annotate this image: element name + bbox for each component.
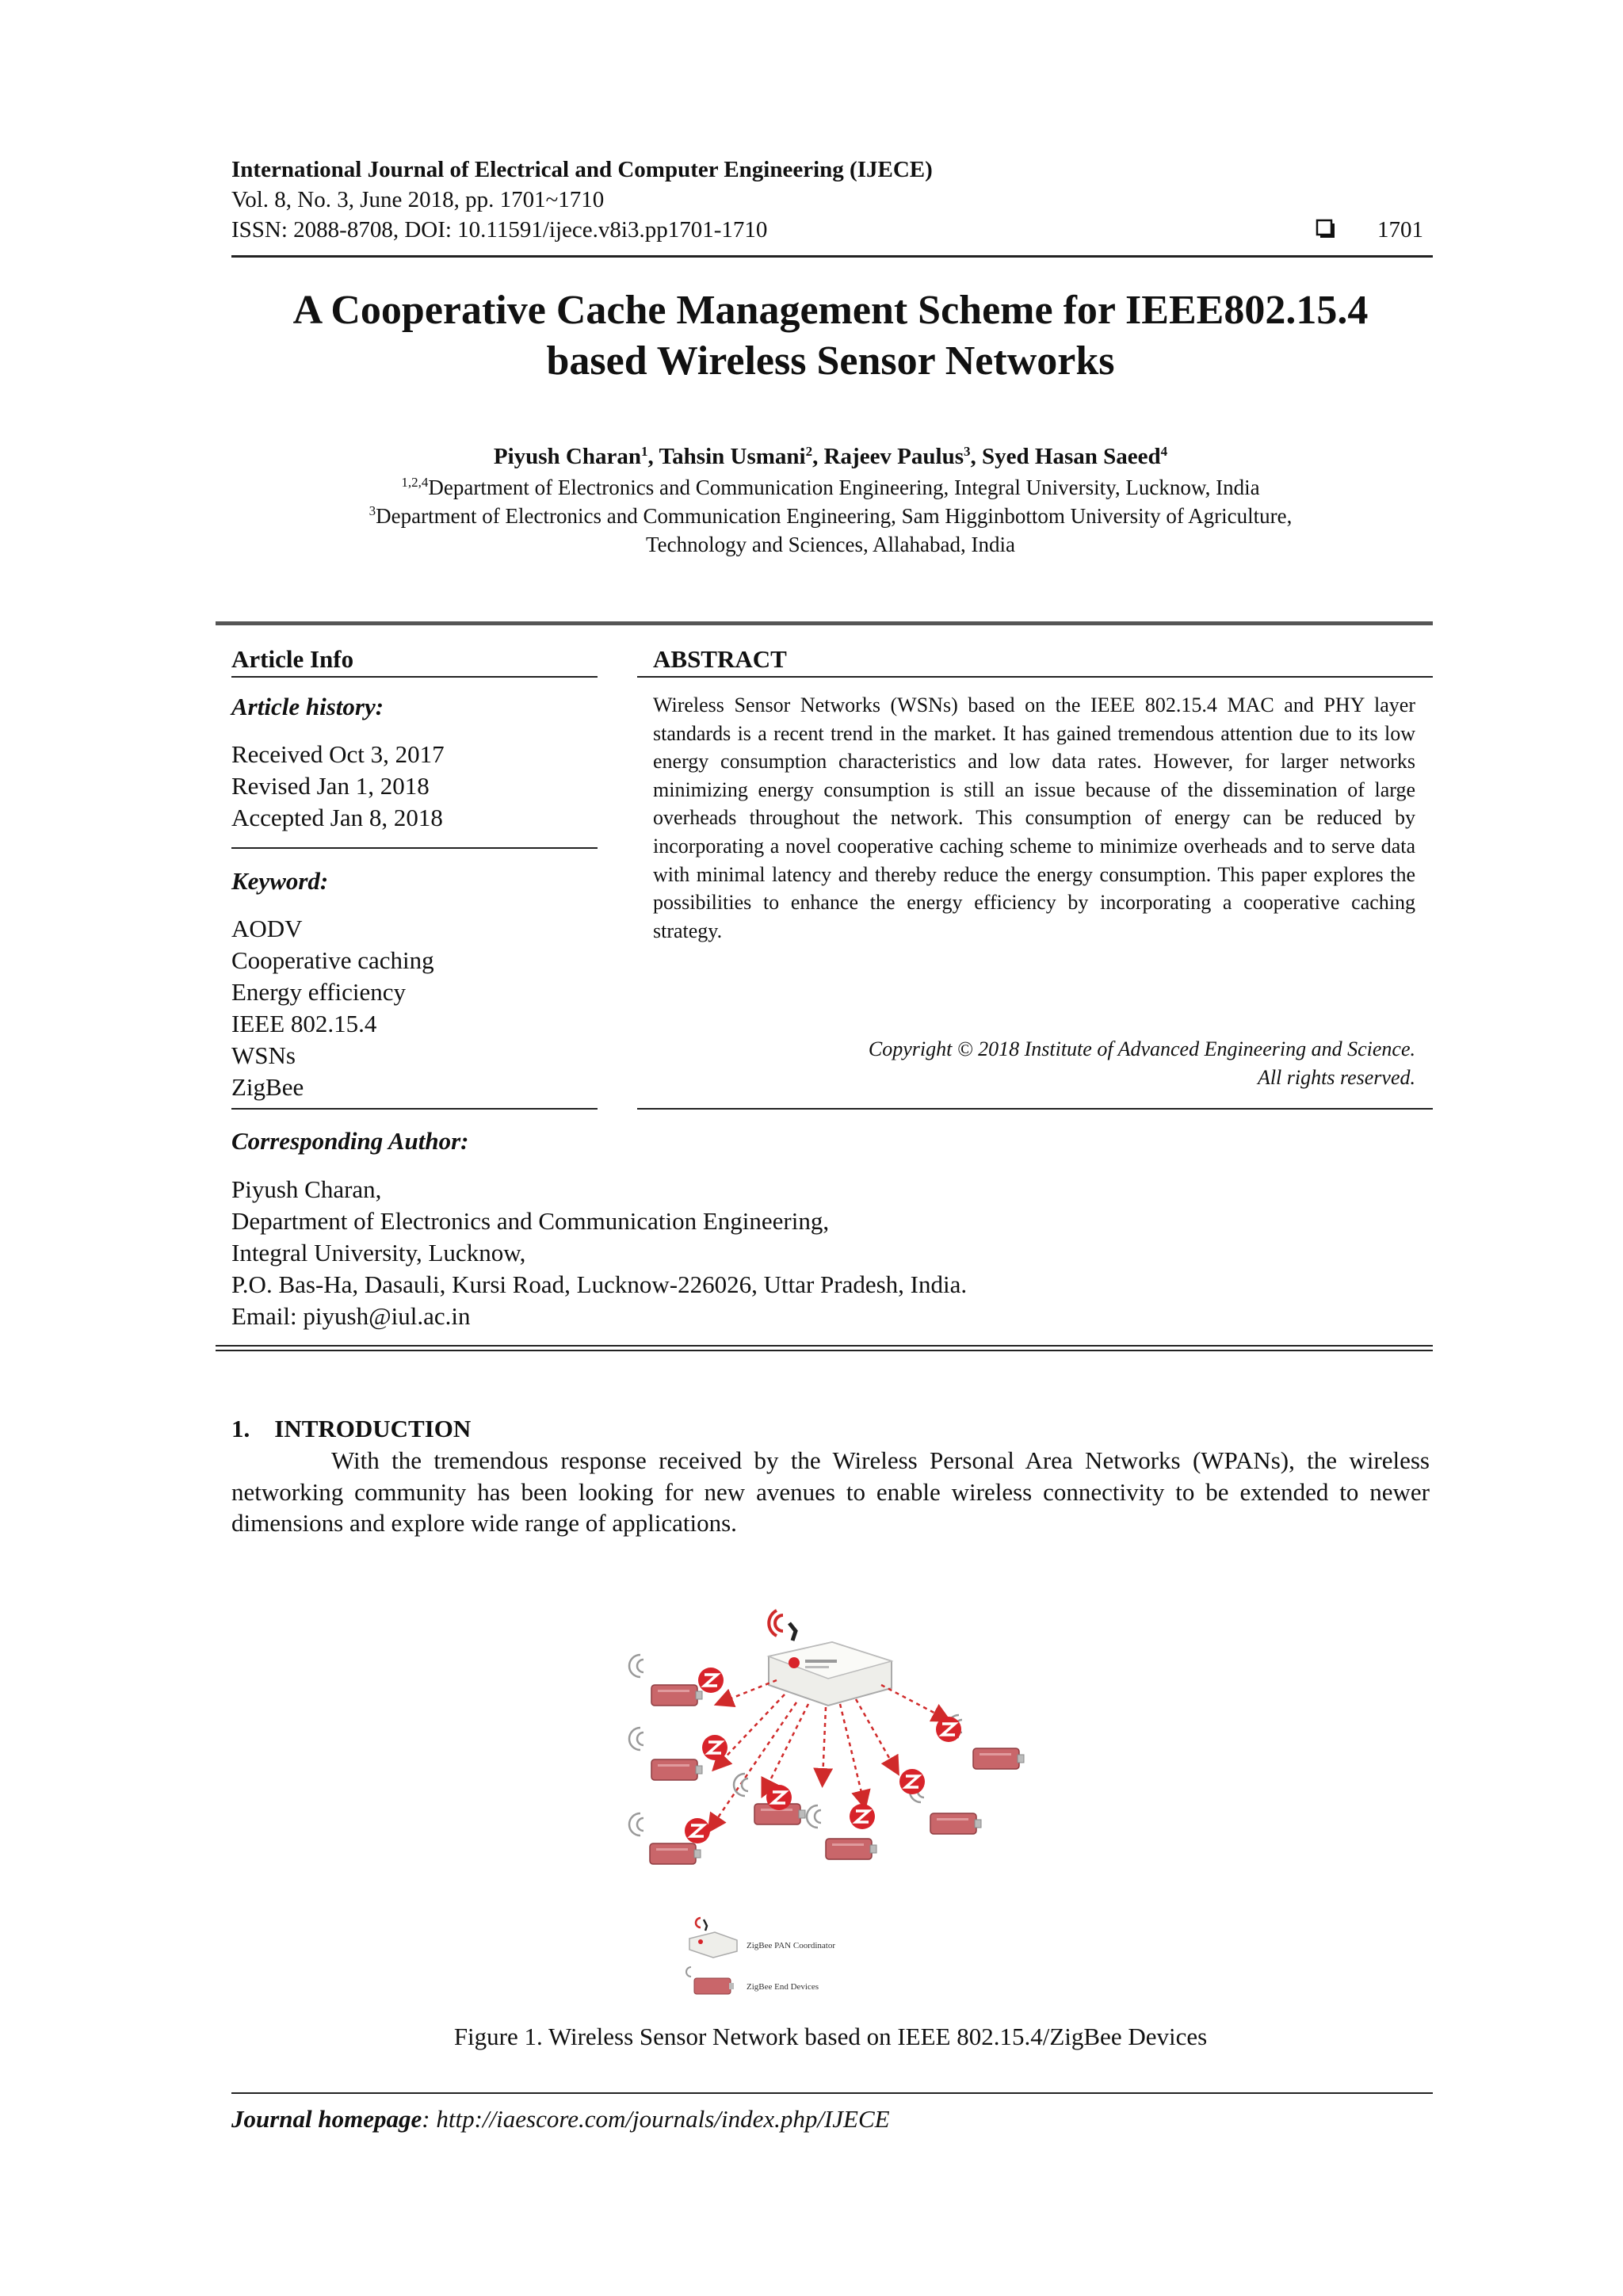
keyword-item: Energy efficiency: [231, 978, 407, 1006]
received-date: Received Oct 3, 2017: [231, 740, 445, 768]
copyright-line: Copyright © 2018 Institute of Advanced Engineering and Science.: [868, 1037, 1415, 1060]
volume-info: Vol. 8, No. 3, June 2018, pp. 1701~1710: [231, 187, 605, 212]
keyword-rule: [231, 1108, 598, 1110]
homepage-label: Journal homepage: [231, 2105, 422, 2133]
author: Rajeev Paulus$^3$,: [823, 444, 983, 469]
title-line-2: based Wireless Sensor Networks: [546, 338, 1115, 384]
corresponding-heading: Corresponding Author:: [231, 1127, 469, 1155]
double-rule-top: [216, 1345, 1433, 1347]
legend-end-devices: [686, 1967, 819, 1994]
accepted-date: Accepted Jan 8, 2018: [231, 804, 443, 831]
network-diagram: [626, 1593, 1038, 1997]
history-rule: [231, 847, 598, 849]
issn-doi: ISSN: 2088-8708, DOI: 10.11591/ijece.v8i3.pp1701-1710: [231, 217, 768, 243]
author-list: [231, 444, 1430, 470]
end-device: [629, 1728, 727, 1780]
abstract-bottom-rule: [637, 1108, 1433, 1110]
end-device: [629, 1655, 724, 1706]
end-device: [629, 1813, 710, 1864]
double-rule-bottom: [216, 1350, 1433, 1351]
keyword-item: ZigBee: [231, 1073, 304, 1101]
introduction-heading: 1. INTRODUCTION: [231, 1415, 472, 1442]
affiliation: $^{1,2,4}$Department of Electronics and Communication Engineering, Integral University, Lucknow, India: [401, 475, 1260, 499]
keyword-item: IEEE 802.15.4: [231, 1010, 377, 1037]
corresponding-line: Department of Electronics and Communication Engineering,: [231, 1207, 830, 1235]
corresponding-line: Integral University, Lucknow,: [231, 1239, 526, 1266]
author: Syed Hasan Saeed$^4$: [982, 444, 1168, 469]
journal-homepage: [231, 2105, 890, 2134]
end-device: [899, 1769, 981, 1834]
figure-caption: Figure 1. Wireless Sensor Network based on IEEE 802.15.4/ZigBee Devices: [453, 2023, 1208, 2050]
end-device: [807, 1804, 876, 1859]
footer-rule: [231, 2092, 1433, 2094]
corresponding-email: Email: piyush@iul.ac.in: [231, 1302, 471, 1330]
header-rule: [231, 255, 1433, 258]
legend-coordinator-label: ZigBee PAN Coordinator: [747, 1941, 836, 1950]
keyword-item: WSNs: [231, 1041, 296, 1069]
end-device: [936, 1715, 1024, 1769]
page-number: 1701: [1377, 217, 1423, 243]
author: Piyush Charan$^1$,: [493, 444, 659, 469]
affiliation: Technology and Sciences, Allahabad, India: [646, 533, 1015, 556]
article-info-rule: [231, 676, 598, 678]
homepage-url[interactable]: : http://iaescore.com/journals/index.php/IJECE: [422, 2105, 890, 2133]
introduction-paragraph: With the tremendous response received by the Wireless Personal Area Networks (WPANs), the wireless networking community has been looking for new avenues to enable wireless connectivity to be extended to newer dimensions and explore wide range of applications.: [231, 1446, 1430, 1537]
keyword-item: AODV: [231, 915, 303, 942]
affiliation: $^3$Department of Electronics and Communication Engineering, Sam Higginbottom University of Agriculture,: [369, 503, 1293, 528]
end-device: [734, 1774, 805, 1824]
title-line-1: A Cooperative Cache Management Scheme for IEEE802.15.4: [292, 288, 1369, 333]
article-info-heading: Article Info: [231, 645, 354, 673]
author: Tahsin Usmani$^2$,: [659, 444, 824, 469]
abstract-text: Wireless Sensor Networks (WSNs) based on the IEEE 802.15.4 MAC and PHY layer standards is a recent trend in the market. It has gained tremendous attention due to its low energy consumption characteristics and low data rates. However, for larger networks minimizing energy consumption is still an issue because of the dissemination of large overheads throughout the network. This consumption of energy can be reduced by incorporating a novel cooperative caching scheme to minimize overheads and to serve data with minimal latency and thereby reduce the energy consumption. This paper explores the possibilities to enhance the energy efficiency by incorporating a cooperative caching strategy.: [653, 693, 1415, 942]
abstract-heading: ABSTRACT: [653, 645, 787, 673]
corresponding-line: P.O. Bas-Ha, Dasauli, Kursi Road, Lucknow-226026, Uttar Pradesh, India.: [231, 1270, 968, 1298]
legend-end-devices-label: ZigBee End Devices: [747, 1982, 819, 1992]
revised-date: Revised Jan 1, 2018: [231, 772, 430, 800]
keyword-heading: Keyword:: [231, 867, 329, 895]
corresponding-line: Piyush Charan,: [231, 1175, 382, 1203]
page-box-icon: [1316, 219, 1336, 239]
pan-coordinator: [769, 1610, 892, 1706]
legend-coordinator: [689, 1918, 835, 1958]
coordinator-signal-icon: [769, 1610, 796, 1641]
article-history-heading: Article history:: [231, 693, 384, 720]
info-box-top-rule: [216, 621, 1433, 625]
paper-title: [231, 285, 1430, 387]
keyword-item: Cooperative caching: [231, 946, 434, 974]
copyright-line: All rights reserved.: [1257, 1066, 1415, 1089]
figure-1: [626, 1593, 1038, 1997]
journal-name: International Journal of Electrical and Computer Engineering (IJECE): [231, 157, 933, 182]
abstract-rule: [637, 676, 1433, 678]
